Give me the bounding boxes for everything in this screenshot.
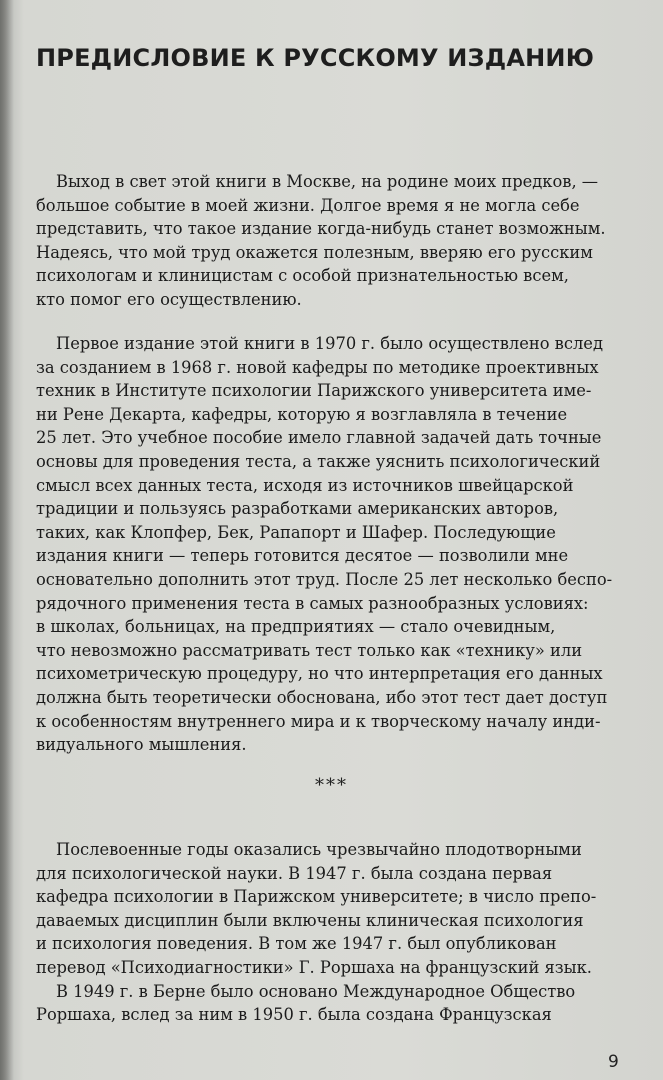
text-line: за созданием в 1968 г. новой кафедры по методике проективных (36, 357, 599, 377)
text-line: ни Рене Декарта, кафедры, которую я возглавляла в течение (36, 404, 568, 424)
paragraph-3 (36, 838, 614, 1027)
text-line: 25 лет. Это учебное пособие имело главной задачей дать точные (36, 428, 602, 448)
text-line: кафедра психологии в Парижском университете; в число препо- (36, 887, 597, 907)
text-line: Первое издание этой книги в 1970 г. было осуществлено вслед (56, 334, 603, 353)
text-line: видуального мышления. (36, 735, 247, 755)
text-line: таких, как Клопфер, Бек, Рапапорт и Шафер. Последующие (36, 522, 556, 542)
paragraph-2 (36, 332, 614, 757)
gutter-shadow (0, 0, 14, 1080)
text-line: и психология поведения. В том же 1947 г. был опубликован (36, 934, 557, 954)
text-line: Выход в свет этой книги в Москве, на родине моих предков, — (56, 172, 599, 191)
text-line: что невозможно рассматривать тест только как «технику» или (36, 640, 583, 660)
text-line: издания книги — теперь готовится десятое — позволили мне (36, 546, 569, 566)
text-line: перевод «Психодиагностики» Г. Роршаха на французский язык. (36, 957, 592, 977)
text-line: рядочного применения теста в самых разнообразных условиях: (36, 593, 589, 613)
text-line: психологам и клиницистам с особой признательностью всем, (36, 266, 569, 286)
text-line: для психологической науки. В 1947 г. была создана первая (36, 863, 553, 883)
text-line: Послевоенные годы оказались чрезвычайно плодотворными (56, 840, 582, 859)
text-line: психометрическую процедуру, но что интерпретация его данных (36, 664, 603, 684)
paragraph-1 (36, 170, 614, 312)
section-separator: *** (315, 775, 348, 796)
text-line: Надеясь, что мой труд окажется полезным, вверяю его русским (36, 242, 593, 262)
text-line: к особенностям внутреннего мира и к творческому началу инди- (36, 711, 601, 731)
text-line: Роршаха, вслед за ним в 1950 г. была создана Французская (36, 1005, 552, 1025)
page-number: 9 (608, 1052, 619, 1072)
text-line: смысл всех данных теста, исходя из источников швейцарской (36, 475, 574, 495)
text-line: кто помог его осуществлению. (36, 289, 302, 309)
chapter-heading: ПРЕДИСЛОВИЕ К РУССКОМУ ИЗДАНИЮ (36, 44, 595, 72)
text-line: основы для проведения теста, а также уяснить психологический (36, 451, 601, 471)
text-line: большое событие в моей жизни. Долгое время я не могла себе (36, 195, 580, 215)
text-line: в школах, больницах, на предприятиях — стало очевидным, (36, 617, 556, 637)
text-line: основательно дополнить этот труд. После 25 лет несколько беспо- (36, 569, 613, 589)
text-line: В 1949 г. в Берне было основано Международное Общество (56, 981, 576, 1001)
text-line: традиции и пользуясь разработками американских авторов, (36, 499, 559, 519)
text-line: должна быть теоретически обоснована, ибо этот тест дает доступ (36, 687, 608, 707)
text-line: представить, что такое издание когда-нибудь станет возможным. (36, 219, 606, 239)
text-line: даваемых дисциплин были включены клиническая психология (36, 910, 584, 930)
text-line: техник в Институте психологии Парижского университета име- (36, 381, 592, 401)
